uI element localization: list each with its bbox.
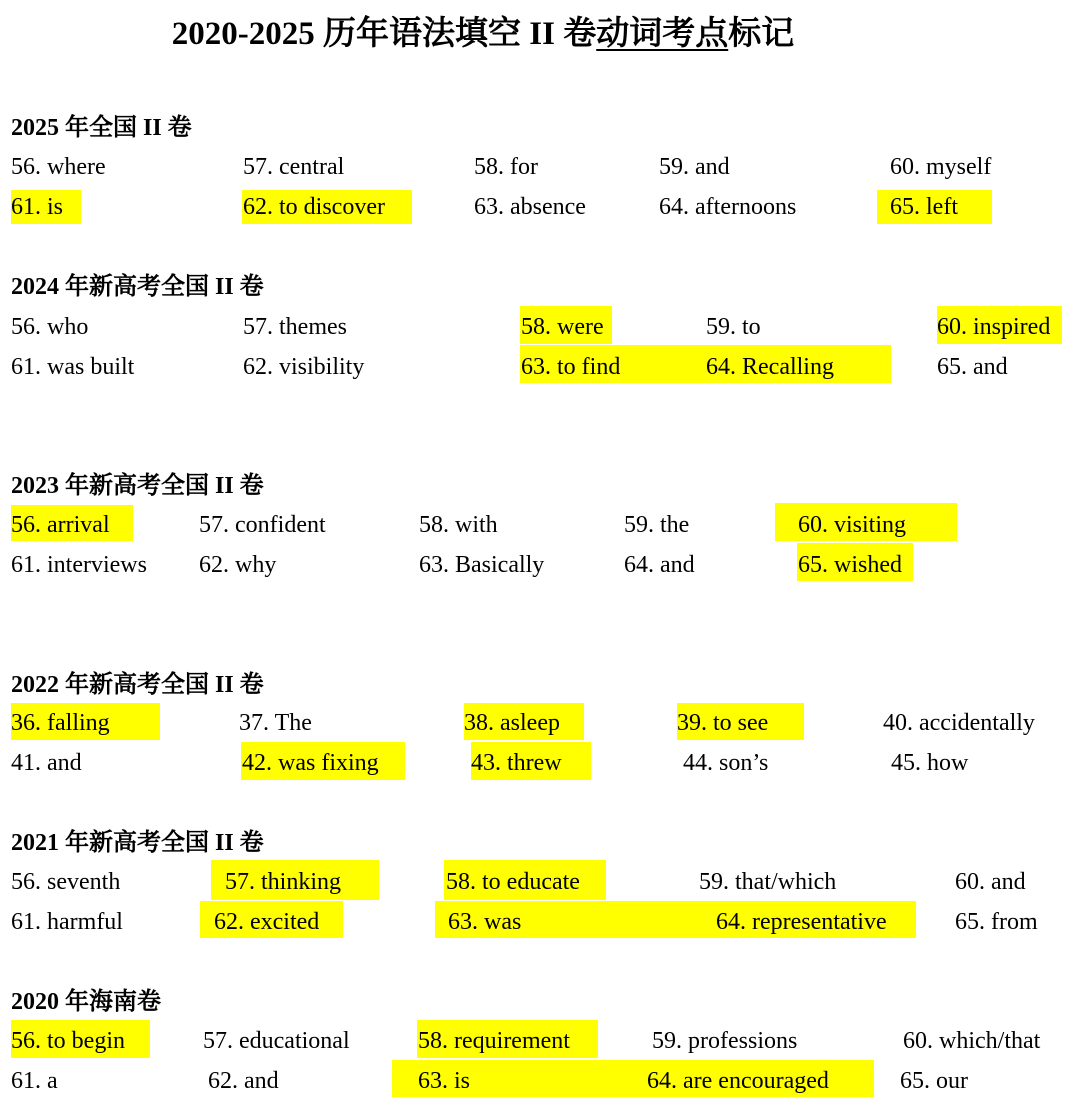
- answer-item-verb: 63. is: [418, 1068, 471, 1094]
- answer-item-verb: 63. was: [448, 909, 522, 935]
- answer-item: 45. how: [891, 750, 969, 776]
- answer-item-verb: 56. to begin: [11, 1028, 125, 1054]
- section-heading: 2020 年海南卷: [11, 989, 161, 1015]
- answer-item: 56. seventh: [11, 869, 121, 895]
- answer-item-verb: 65. left: [890, 194, 958, 220]
- answer-item-verb: 38. asleep: [464, 710, 560, 736]
- answer-item-verb: 62. excited: [214, 909, 320, 935]
- answer-item-verb: 61. is: [11, 194, 64, 220]
- answer-item: 62. visibility: [243, 354, 365, 380]
- answer-item-verb: 64. representative: [716, 909, 887, 935]
- answer-item: 62. why: [199, 552, 277, 578]
- answer-item-verb: 58. requirement: [418, 1028, 570, 1054]
- answer-item: 56. where: [11, 154, 106, 180]
- answer-item: 58. with: [419, 512, 498, 538]
- title-prefix: 2020-2025 历年语法填空 II 卷: [171, 16, 597, 52]
- answer-item: 59. that/which: [699, 869, 837, 895]
- answer-item-verb: 60. inspired: [937, 314, 1051, 340]
- answer-item: 59. professions: [652, 1028, 798, 1054]
- answer-item-verb: 43. threw: [471, 750, 562, 776]
- section-heading: 2021 年新高考全国 II 卷: [11, 830, 264, 856]
- answer-item: 64. afternoons: [659, 194, 797, 220]
- answer-item: 59. and: [659, 154, 730, 180]
- answer-item: 59. to: [706, 314, 761, 340]
- answer-item: 37. The: [239, 710, 312, 736]
- section-heading: 2024 年新高考全国 II 卷: [11, 274, 264, 300]
- answer-item-verb: 58. were: [521, 314, 604, 340]
- answer-item: 61. harmful: [11, 909, 123, 935]
- answer-item-verb: 36. falling: [11, 710, 110, 736]
- answer-item-verb: 56. arrival: [11, 512, 110, 538]
- answer-item: 62. and: [208, 1068, 279, 1094]
- answer-item: 60. and: [955, 869, 1026, 895]
- answer-item-verb: 60. visiting: [798, 512, 907, 538]
- title-underlined: 动词考点: [596, 16, 729, 52]
- answer-item: 61. was built: [11, 354, 135, 380]
- answer-item-verb: 39. to see: [677, 710, 769, 736]
- answer-item-verb: 63. to find: [521, 354, 621, 380]
- answer-item-verb: 42. was fixing: [242, 750, 379, 776]
- answer-item-verb: 57. thinking: [225, 869, 342, 895]
- answer-item-verb: 64. are encouraged: [647, 1068, 829, 1094]
- title-suffix: 标记: [728, 16, 795, 52]
- answer-item: 57. themes: [243, 314, 347, 340]
- answer-item: 57. central: [243, 154, 345, 180]
- answer-item: 60. myself: [890, 154, 992, 180]
- answer-item-verb: 62. to discover: [243, 194, 385, 220]
- answer-item: 41. and: [11, 750, 82, 776]
- answer-item: 56. who: [11, 314, 89, 340]
- answer-item-verb: 64. Recalling: [706, 354, 834, 380]
- section-heading: 2025 年全国 II 卷: [11, 115, 192, 141]
- section-heading: 2023 年新高考全国 II 卷: [11, 473, 264, 499]
- answer-item: 44. son’s: [683, 750, 769, 776]
- answer-item: 63. absence: [474, 194, 586, 220]
- answer-item-verb: 58. to educate: [446, 869, 580, 895]
- answer-item: 65. and: [937, 354, 1008, 380]
- answer-item: 60. which/that: [903, 1028, 1041, 1054]
- answer-item: 57. educational: [203, 1028, 350, 1054]
- answer-item: 64. and: [624, 552, 695, 578]
- answer-item: 57. confident: [199, 512, 326, 538]
- answer-item: 59. the: [624, 512, 690, 538]
- answer-item: 65. our: [900, 1068, 968, 1094]
- section-heading: 2022 年新高考全国 II 卷: [11, 672, 264, 698]
- page-title: [0, 14, 966, 54]
- answer-item: 40. accidentally: [883, 710, 1035, 736]
- answer-item: 58. for: [474, 154, 538, 180]
- answer-item: 61. interviews: [11, 552, 147, 578]
- answer-item: 65. from: [955, 909, 1038, 935]
- answer-item: 63. Basically: [419, 552, 545, 578]
- answer-item: 61. a: [11, 1068, 58, 1094]
- answer-item-verb: 65. wished: [798, 552, 902, 578]
